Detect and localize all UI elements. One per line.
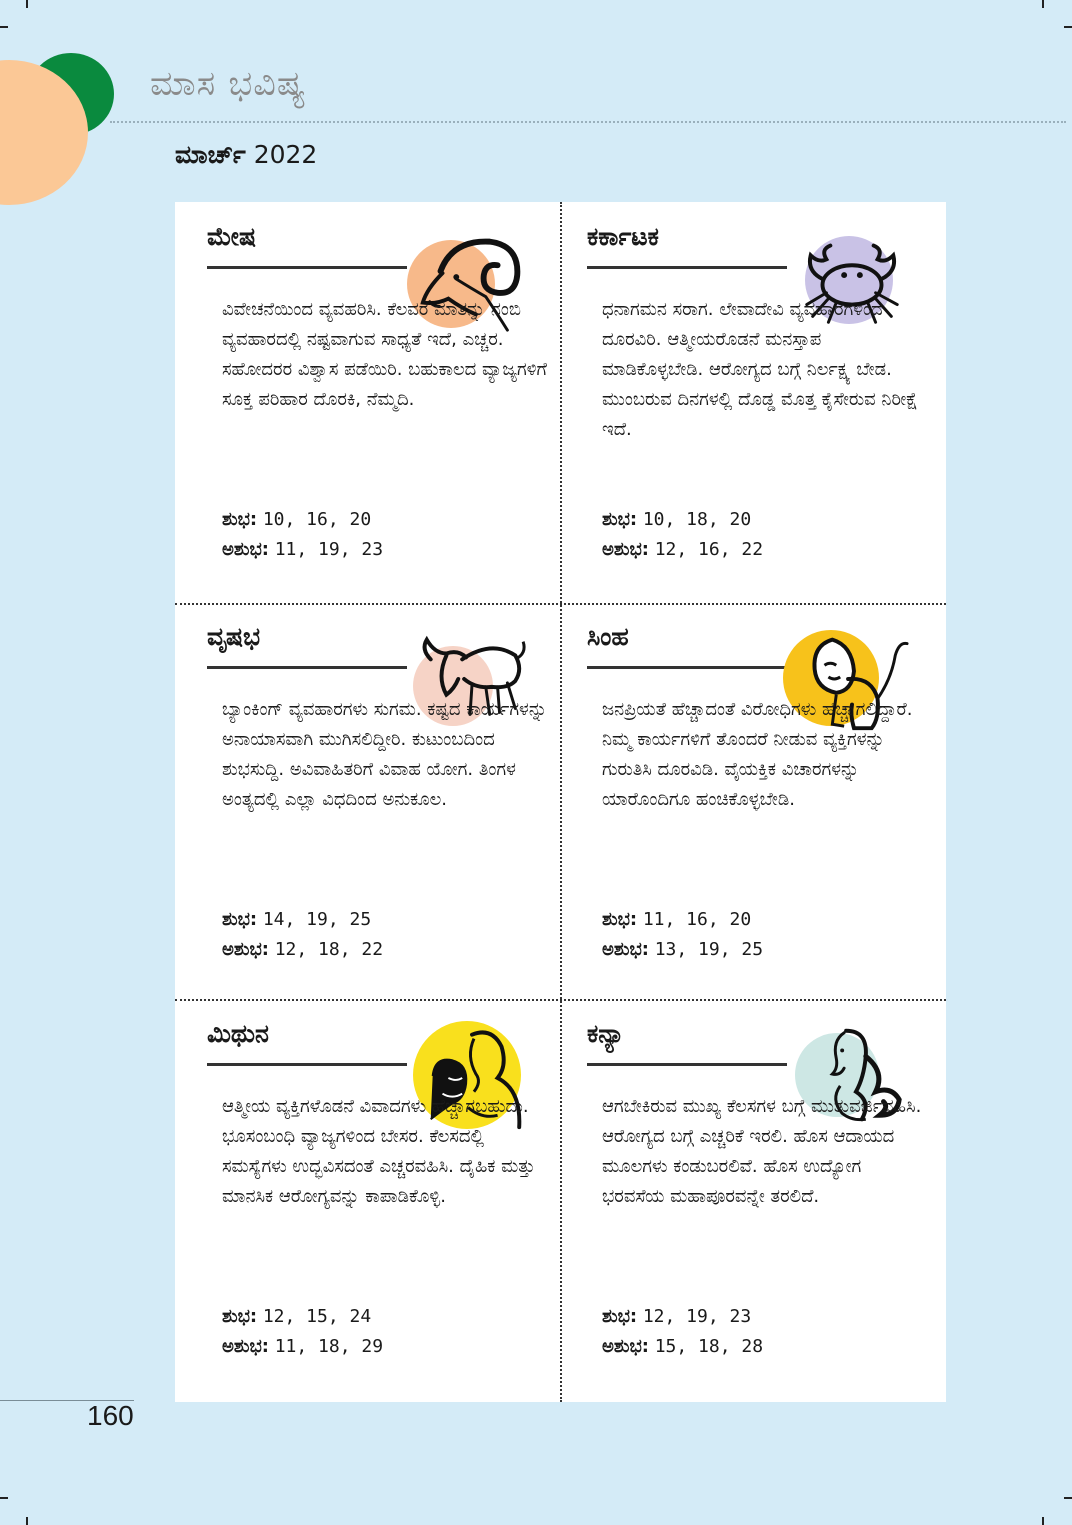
unlucky-numbers: 12, 18, 22 [274,939,384,960]
unlucky-numbers: 11, 18, 29 [274,1336,384,1357]
unlucky-label: ಅಶುಭ: [222,539,269,560]
lucky-numbers: 10, 18, 20 [642,509,752,530]
sign-prediction: ಜನಪ್ರಿಯತೆ ಹೆಚ್ಚಾದಂತೆ ವಿರೋಧಿಗಳು ಹೆಚ್ಚಾಗಲಿದ್ದಾರೆ. ನಿಮ್ಮ ಕಾರ್ಯಗಳಿಗೆ ತೊಂದರೆ ನೀಡುವ ವ್ಯಕ್ತಿಗಳನ್ನು ಗುರುತಿಸಿ ದೂರವಿಡಿ. ವೈಯಕ್ತಿಕ ವಿಚಾರಗಳನ್ನು ಯಾರೊಂದಿಗೂ ಹಂಚಿಕೊಳ್ಳಬೇಡಿ. [602,699,913,810]
unlucky-numbers: 13, 19, 25 [654,939,764,960]
sign-prediction: ಧನಾಗಮನ ಸರಾಗ. ಲೇವಾದೇವಿ ವ್ಯವಹಾರಗಳಿಂದ ದೂರವಿರಿ. ಆತ್ಮೀಯರೊಡನೆ ಮನಸ್ತಾಪ ಮಾಡಿಕೊಳ್ಳಬೇಡಿ. ಆರೋಗ್ಯದ ಬಗ್ಗೆ ನಿರ್ಲಕ್ಷ್ಯ ಬೇಡ. ಮುಂಬರುವ ದಿನಗಳಲ್ಲಿ ದೊಡ್ಡ ಮೊತ್ತ ಕೈಸೇರುವ ನಿರೀಕ್ಷೆ ಇದೆ. [602,299,918,440]
sign-vrushabha [175,602,560,1000]
lucky-label: ಶುಭ: [222,1306,258,1327]
lucky-numbers: 12, 15, 24 [262,1306,372,1327]
unlucky-label: ಅಶುಭ: [602,539,649,560]
sign-title: ಕನ್ಯಾ [587,1019,625,1048]
page-number: 160 [87,1400,134,1431]
sign-kanya [555,999,940,1397]
lucky-numbers: 12, 19, 23 [642,1306,752,1327]
month-year: 2022 [253,140,318,169]
sign-title-underline [587,1063,787,1066]
month-heading [175,140,317,170]
lucky-days [602,505,751,535]
crop-mark [1042,0,1044,8]
sign-mesha [175,202,560,600]
unlucky-numbers: 11, 19, 23 [274,539,384,560]
lucky-days [222,1302,371,1332]
lucky-days [602,1302,751,1332]
unlucky-days [602,535,763,565]
lucky-days [222,505,371,535]
crop-mark [26,0,28,8]
sign-prediction: ಬ್ಯಾಂಕಿಂಗ್ ವ್ಯವಹಾರಗಳು ಸುಗಮ. ಕಷ್ಟದ ಕಾರ್ಯಗಳನ್ನು ಅನಾಯಾಸವಾಗಿ ಮುಗಿಸಲಿದ್ದೀರಿ. ಕುಟುಂಬದಿಂದ ಶುಭಸುದ್ದಿ. ಅವಿವಾಹಿತರಿಗೆ ವಿವಾಹ ಯೋಗ. ತಿಂಗಳ ಅಂತ್ಯದಲ್ಲಿ ಎಲ್ಲಾ ವಿಧದಿಂದ ಅನುಕೂಲ. [222,699,547,810]
sign-simha [555,602,940,1000]
crop-mark [26,1517,28,1525]
sign-title-underline [587,666,787,669]
title-divider [110,121,1066,123]
crop-mark [0,26,8,28]
sign-title: ಮೇಷ [207,222,256,251]
crop-mark [1064,26,1072,28]
sign-title: ವೃಷಭ [207,622,261,651]
unlucky-label: ಅಶುಭ: [222,939,269,960]
horoscope-panel [175,202,946,1402]
unlucky-label: ಅಶುಭ: [222,1336,269,1357]
unlucky-label: ಅಶುಭ: [602,1336,649,1357]
unlucky-days [222,535,383,565]
month-name: ಮಾರ್ಚ್ [175,140,246,169]
lucky-numbers: 10, 16, 20 [262,509,372,530]
sign-title-underline [587,266,787,269]
sign-title-underline [207,1063,407,1066]
section-title: ಮಾಸ ಭವಿಷ್ಯ [150,64,307,104]
unlucky-days [602,1332,763,1362]
lucky-days [602,905,751,935]
lucky-numbers: 11, 16, 20 [642,909,752,930]
crop-mark [0,1497,8,1499]
sign-mithuna [175,999,560,1397]
lucky-label: ಶುಭ: [222,909,258,930]
lucky-label: ಶುಭ: [602,1306,638,1327]
sign-title-underline [207,266,407,269]
unlucky-days [222,1332,383,1362]
sign-karkataka [555,202,940,600]
crop-mark [1064,1497,1072,1499]
lucky-numbers: 14, 19, 25 [262,909,372,930]
lucky-days [222,905,371,935]
lucky-label: ಶುಭ: [222,509,258,530]
unlucky-numbers: 12, 16, 22 [654,539,764,560]
lucky-label: ಶುಭ: [602,909,638,930]
unlucky-numbers: 15, 18, 28 [654,1336,764,1357]
sign-title: ಮಿಥುನ [207,1019,269,1048]
crop-mark [1042,1517,1044,1525]
unlucky-days [222,935,383,965]
sign-title-underline [207,666,407,669]
lucky-label: ಶುಭ: [602,509,638,530]
unlucky-days [602,935,763,965]
sign-prediction: ಆತ್ಮೀಯ ವ್ಯಕ್ತಿಗಳೊಡನೆ ವಿವಾದಗಳು ಹೆಚ್ಚಾಗಬಹುದು. ಭೂಸಂಬಂಧಿ ವ್ಯಾಜ್ಯಗಳಿಂದ ಬೇಸರ. ಕೆಲಸದಲ್ಲಿ ಸಮಸ್ಯೆಗಳು ಉದ್ಭವಿಸದಂತೆ ಎಚ್ಚರವಹಿಸಿ. ದೈಹಿಕ ಮತ್ತು ಮಾನಸಿಕ ಆರೋಗ್ಯವನ್ನು ಕಾಪಾಡಿಕೊಳ್ಳಿ. [222,1096,536,1207]
sign-title: ಕರ್ಕಾಟಕ [587,222,659,251]
sign-prediction: ವಿವೇಚನೆಯಿಂದ ವ್ಯವಹರಿಸಿ. ಕೆಲವರ ಮಾತನ್ನು ನಂಬಿ ವ್ಯವಹಾರದಲ್ಲಿ ನಷ್ಟವಾಗುವ ಸಾಧ್ಯತೆ ಇದೆ, ಎಚ್ಚರ. ಸಹೋದರರ ವಿಶ್ವಾಸ ಪಡೆಯಿರಿ. ಬಹುಕಾಲದ ವ್ಯಾಜ್ಯಗಳಿಗೆ ಸೂಕ್ತ ಪರಿಹಾರ ದೊರಕಿ, ನೆಮ್ಮದಿ. [222,299,547,410]
sign-prediction: ಆಗಬೇಕಿರುವ ಮುಖ್ಯ ಕೆಲಸಗಳ ಬಗ್ಗೆ ಮುತುವರ್ಜಿವಹಿಸಿ. ಆರೋಗ್ಯದ ಬಗ್ಗೆ ಎಚ್ಚರಿಕೆ ಇರಲಿ. ಹೊಸ ಆದಾಯದ ಮೂಲಗಳು ಕಂಡುಬರಲಿವೆ. ಹೊಸ ಉದ್ಯೋಗ ಭರವಸೆಯ ಮಹಾಪೂರವನ್ನೇ ತರಲಿದೆ. [602,1096,922,1207]
sign-title: ಸಿಂಹ [587,622,629,651]
unlucky-label: ಅಶುಭ: [602,939,649,960]
